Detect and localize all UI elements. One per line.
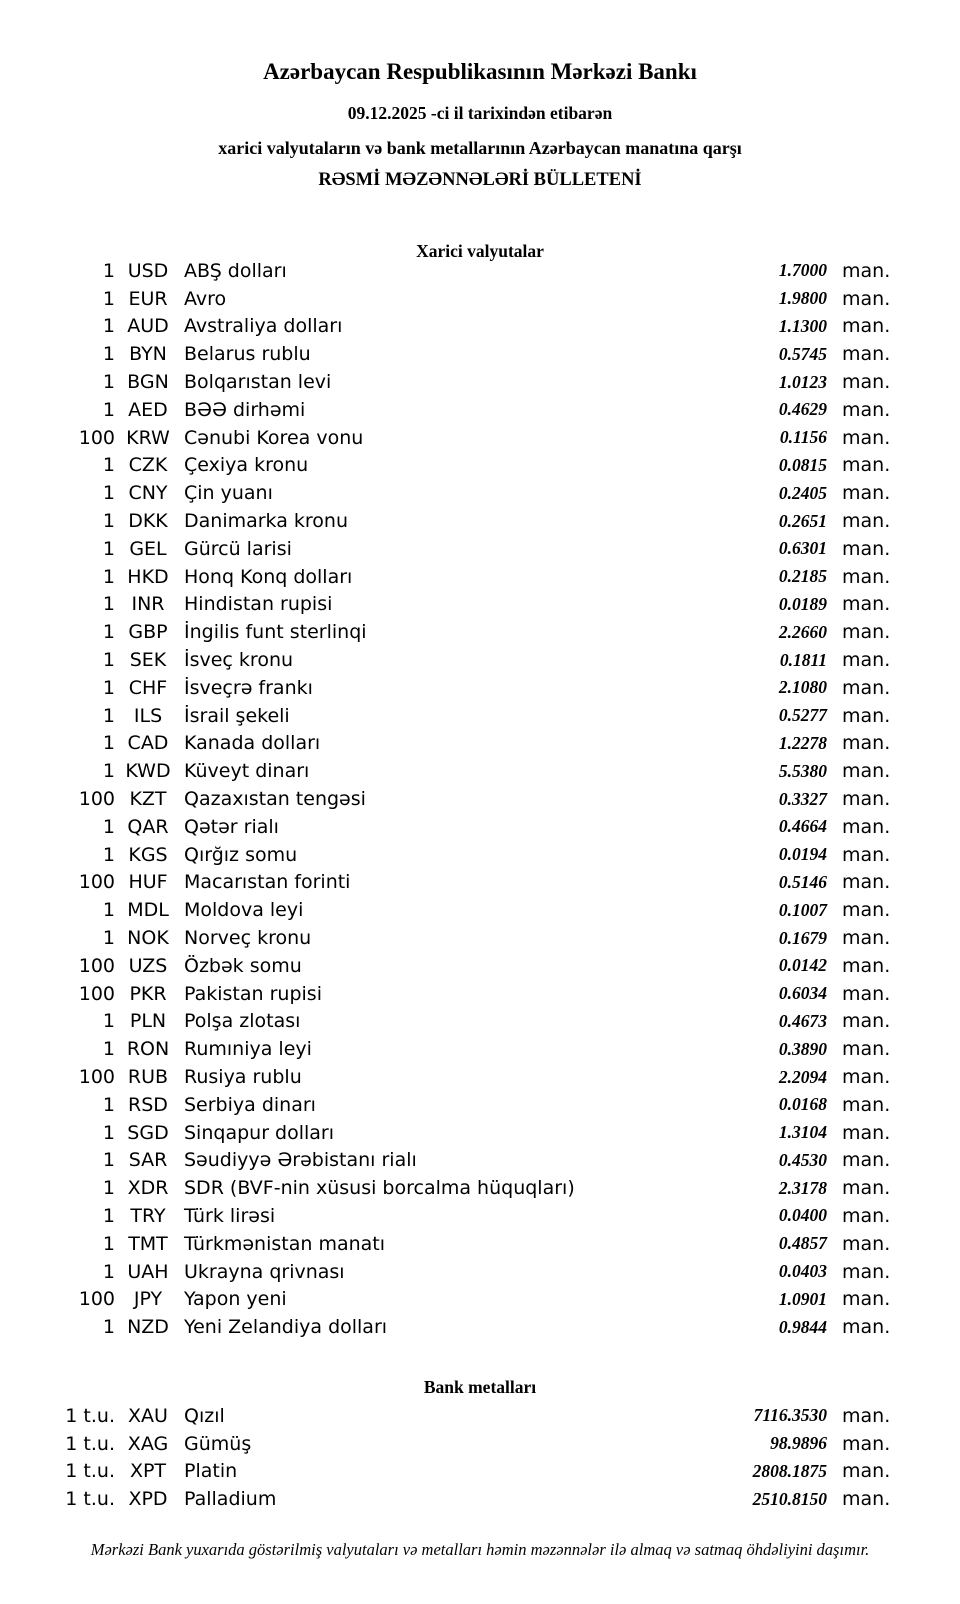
quantity: 100 [78,982,115,1005]
rate-value: 0.4664 [778,816,827,837]
currency-name: İsrail şekeli [184,704,290,727]
unit-label-man: man. [842,1066,891,1088]
rate-value: 0.0168 [778,1094,827,1115]
rate-value: 0.0403 [778,1261,827,1282]
currency-name: SDR (BVF-nin xüsusi borcalma hüquqları) [184,1177,575,1200]
unit-label-man: man. [842,1288,891,1311]
quantity: 1 [102,843,115,866]
unit-label-man: man. [842,1121,891,1144]
rate-row [0,1119,960,1147]
foreign-currency-rate-table [0,257,960,1341]
rate-row [0,841,960,869]
currency-code: XPT [129,1460,167,1483]
rate-row [0,674,960,702]
rate-value: 0.3327 [778,788,827,809]
foreign-currencies-heading: Xarici valyutalar [416,241,544,261]
currency-name: Ukrayna qrivnası [184,1260,345,1283]
rate-row [0,1458,960,1486]
bulletin-title: RƏSMİ MƏZƏNNƏLƏRİ BÜLLETENİ [318,170,642,190]
quantity: 1 [102,1038,115,1061]
rate-value: 0.0142 [778,955,827,976]
currency-code: CAD [127,732,169,755]
unit-label-man: man. [842,788,891,811]
rate-value: 2.3178 [778,1177,827,1198]
unit-label-man: man. [842,732,891,755]
quantity: 1 [102,398,115,421]
rate-row [0,1285,960,1313]
currency-code: JPY [133,1288,163,1311]
currency-name: Danimarka kronu [184,510,349,533]
currency-code: AUD [127,315,169,338]
quantity: 1 [102,1316,115,1339]
unit-label-man: man. [842,371,891,394]
rate-row [0,257,960,285]
rate-row [0,1230,960,1258]
quantity: 1 [102,1232,115,1255]
quantity: 1 [102,676,115,699]
currency-code: MDL [127,899,169,922]
rate-row [0,563,960,591]
rate-value: 0.6034 [778,983,827,1004]
rate-value: 0.0194 [778,844,827,865]
rate-value: 0.5745 [778,343,827,364]
currency-name: Küveyt dinarı [184,760,310,783]
quantity: 1 [102,927,115,950]
rate-row [0,618,960,646]
rate-row [0,507,960,535]
rate-row [0,952,960,980]
currency-name: İsveçrə frankı [184,676,313,699]
currency-code: KZT [129,788,167,811]
rate-value: 1.1300 [778,315,827,336]
quantity: 1 [102,343,115,366]
unit-label-man: man. [842,287,891,310]
rate-value: 0.4629 [778,399,827,420]
rate-value: 0.0400 [778,1205,827,1226]
currency-code: HUF [128,871,168,894]
currency-name: Belarus rublu [184,343,311,366]
currency-name: Qırğız somu [184,843,298,866]
currency-name: Gürcü larisi [184,537,292,560]
currency-name: Gümüş [184,1432,252,1455]
rate-row [0,1402,960,1430]
quantity: 1 [102,1010,115,1033]
rate-value: 2.2094 [778,1066,827,1087]
rate-row [0,340,960,368]
rate-row [0,1202,960,1230]
unit-label-man: man. [842,843,891,866]
rate-row [0,1008,960,1036]
quantity: 1 t.u. [65,1460,115,1483]
rate-row [0,1174,960,1202]
rate-value: 0.4673 [778,1010,827,1031]
rate-row [0,368,960,396]
rate-value: 0.1156 [779,427,827,448]
currency-code: BYN [129,343,167,366]
unit-label-man: man. [842,593,891,616]
unit-label-man: man. [842,760,891,783]
currency-name: Cənubi Korea vonu [184,426,364,449]
currency-name: Çexiya kronu [184,454,309,477]
rate-row [0,1035,960,1063]
currency-name: Rumıniya leyi [184,1038,312,1061]
quantity: 1 [102,593,115,616]
quantity: 1 [102,1149,115,1172]
rate-value: 0.1679 [778,927,827,948]
rate-row [0,591,960,619]
rate-row [0,285,960,313]
rate-row [0,424,960,452]
currency-code: CHF [128,676,168,699]
rate-value: 0.9844 [778,1316,827,1337]
currency-name: Rusiya rublu [184,1066,302,1088]
rate-value: 1.3104 [778,1122,827,1143]
unit-label-man: man. [842,1177,891,1200]
currency-name: Platin [184,1460,238,1483]
currency-code: UAH [127,1260,169,1283]
currency-name: BƏƏ dirhəmi [184,398,306,421]
currency-code: SGD [127,1121,169,1144]
quantity: 1 [102,537,115,560]
rate-value: 0.5146 [778,871,827,892]
rate-row [0,1258,960,1286]
rate-value: 1.7000 [778,260,827,281]
currency-name: Serbiya dinarı [184,1093,316,1116]
rate-value: 0.5277 [778,705,827,726]
rate-value: 0.1007 [778,899,827,920]
quantity: 1 [102,760,115,783]
currency-name: Polşa zlotası [184,1010,301,1033]
currency-name: Qızıl [184,1404,225,1427]
rate-row [0,702,960,730]
quantity: 100 [78,788,115,811]
rate-value: 2.1080 [778,677,827,698]
rate-value: 0.1811 [779,649,827,670]
quantity: 100 [78,871,115,894]
unit-label-man: man. [842,1149,891,1172]
unit-label-man: man. [842,565,891,588]
unit-label-man: man. [842,426,891,449]
currency-name: Özbək somu [184,954,302,977]
rate-row [0,869,960,897]
currency-name: Çin yuanı [184,482,273,505]
currency-code: HKD [127,565,169,588]
unit-label-man: man. [842,621,891,644]
currency-code: XAU [128,1404,168,1427]
currency-code: BGN [127,371,169,394]
rate-row [0,785,960,813]
unit-label-man: man. [842,510,891,533]
unit-label-man: man. [842,871,891,894]
rate-row [0,980,960,1008]
currency-code: PKR [129,982,167,1005]
quantity: 1 [102,454,115,477]
quantity: 1 [102,510,115,533]
rate-row [0,1147,960,1175]
currency-code: AED [128,398,168,421]
currency-code: SAR [128,1149,168,1172]
quantity: 1 t.u. [65,1432,115,1455]
currency-code: DKK [128,510,168,533]
currency-code: UZS [128,954,168,977]
quantity: 1 [102,732,115,755]
currency-name: Norveç kronu [184,927,312,950]
unit-label-man: man. [842,1232,891,1255]
rate-value: 0.3890 [778,1038,827,1059]
rate-value: 0.0815 [778,454,827,475]
quantity: 1 [102,315,115,338]
rate-value: 2510.8150 [752,1488,827,1509]
quantity: 1 [102,1204,115,1227]
currency-code: QAR [127,815,169,838]
quantity: 1 [102,1177,115,1200]
currency-name: İsveç kronu [184,649,294,672]
rate-value: 0.0189 [778,593,827,614]
quantity: 1 [102,1121,115,1144]
unit-label-man: man. [842,1460,891,1483]
unit-label-man: man. [842,899,891,922]
currency-code: RUB [127,1066,169,1088]
quantity: 1 [102,621,115,644]
currency-name: Qazaxıstan tengəsi [184,788,366,811]
rate-row [0,646,960,674]
currency-code: CZK [128,454,168,477]
currency-name: İngilis funt sterlinqi [184,621,367,644]
currency-name: Kanada dolları [184,732,321,755]
currency-code: KGS [128,843,168,866]
effective-date-line: 09.12.2025 -ci il tarixindən etibarən [347,103,613,123]
currency-code: KRW [126,426,170,449]
currency-code: INR [131,593,165,616]
quantity: 1 [102,704,115,727]
rate-value: 0.2185 [778,566,827,587]
rate-value: 1.2278 [778,732,827,753]
rate-value: 2.2660 [778,621,827,642]
rate-value: 2808.1875 [752,1460,827,1481]
currency-name: ABŞ dolları [184,259,287,282]
unit-label-man: man. [842,537,891,560]
quantity: 1 [102,815,115,838]
quantity: 1 [102,287,115,310]
bank-metals-heading: Bank metalları [423,1377,537,1397]
quantity: 1 t.u. [65,1488,115,1511]
rate-row [0,1485,960,1513]
currency-code: PLN [129,1010,167,1033]
unit-label-man: man. [842,1488,891,1511]
unit-label-man: man. [842,482,891,505]
currency-name: Yeni Zelandiya dolları [184,1316,388,1339]
rate-value: 0.4857 [778,1233,827,1254]
rate-value: 0.4530 [778,1149,827,1170]
quantity: 100 [78,1066,115,1088]
currency-code: KWD [125,760,171,783]
rate-value: 5.5380 [778,760,827,781]
rate-row [0,813,960,841]
rate-value: 0.2405 [778,482,827,503]
quantity: 1 [102,899,115,922]
disclaimer-text: Mərkəzi Bank yuxarıda göstərilmiş valyutaları və metalları həmin məzənnələr ilə almaq və satmaq öhdəliyini daşımır. [90,1540,870,1559]
rate-row [0,924,960,952]
quantity: 100 [78,1288,115,1311]
unit-label-man: man. [842,1010,891,1033]
unit-label-man: man. [842,343,891,366]
unit-label-man: man. [842,259,891,282]
rate-row [0,896,960,924]
currency-code: RON [126,1038,170,1061]
rate-row [0,313,960,341]
currency-code: NOK [127,927,169,950]
quantity: 1 [102,371,115,394]
unit-label-man: man. [842,398,891,421]
unit-label-man: man. [842,1432,891,1455]
currency-name: Türk lirəsi [184,1204,276,1227]
currency-code: CNY [128,482,168,505]
quantity: 100 [78,426,115,449]
rate-row [0,1313,960,1341]
rate-value: 1.0123 [778,371,827,392]
currency-code: SEK [129,649,167,672]
currency-code: XDR [127,1177,169,1200]
currency-name: Avro [184,287,227,310]
unit-label-man: man. [842,704,891,727]
currency-code: NZD [127,1316,169,1339]
currency-code: ILS [133,704,163,727]
quantity: 1 [102,565,115,588]
currency-name: Pakistan rupisi [184,982,322,1005]
rate-value: 98.9896 [770,1433,827,1454]
quantity: 1 [102,649,115,672]
rate-row [0,730,960,758]
quantity: 1 [102,1260,115,1283]
quantity: 1 [102,259,115,282]
currency-name: Bolqarıstan levi [184,371,332,394]
unit-label-man: man. [842,1204,891,1227]
unit-label-man: man. [842,1093,891,1116]
currency-code: GBP [128,621,168,644]
rate-row [0,479,960,507]
currency-name: Səudiyyə Ərəbistanı rialı [184,1149,417,1172]
bank-title: Azərbaycan Respublikasının Mərkəzi Bankı [263,59,697,84]
unit-label-man: man. [842,1260,891,1283]
currency-name: Sinqapur dolları [184,1121,335,1144]
unit-label-man: man. [842,676,891,699]
currency-name: Yapon yeni [184,1288,287,1311]
unit-label-man: man. [842,649,891,672]
currency-name: Palladium [184,1488,277,1511]
currency-name: Avstraliya dolları [184,315,343,338]
rate-row [0,535,960,563]
currency-code: XAG [127,1432,169,1455]
rate-value: 1.9800 [778,288,827,309]
currency-name: Qətər rialı [184,815,279,838]
rate-row [0,1091,960,1119]
currency-name: Macarıstan forinti [184,871,351,894]
rate-value: 0.6301 [778,538,827,559]
unit-label-man: man. [842,982,891,1005]
currency-code: USD [127,259,169,282]
currency-code: GEL [129,537,167,560]
rate-value: 0.2651 [778,510,827,531]
subject-line: xarici valyutaların və bank metallarının Azərbaycan manatına qarşı [218,138,742,158]
currency-code: EUR [128,287,168,310]
unit-label-man: man. [842,815,891,838]
unit-label-man: man. [842,1404,891,1427]
rate-row [0,452,960,480]
unit-label-man: man. [842,954,891,977]
bank-metals-rate-table [0,1402,960,1513]
unit-label-man: man. [842,1038,891,1061]
currency-name: Moldova leyi [184,899,304,922]
rate-value: 7116.3530 [753,1405,827,1426]
quantity: 1 [102,482,115,505]
currency-code: TRY [130,1204,166,1227]
rate-row [0,1430,960,1458]
currency-name: Türkmənistan manatı [184,1232,386,1255]
currency-code: TMT [128,1232,168,1255]
currency-code: RSD [128,1093,168,1116]
quantity: 1 [102,1093,115,1116]
unit-label-man: man. [842,454,891,477]
currency-code: XPD [128,1488,168,1511]
currency-name: Honq Konq dolları [184,565,353,588]
rate-row [0,757,960,785]
unit-label-man: man. [842,927,891,950]
rate-value: 1.0901 [778,1288,827,1309]
rate-row [0,1063,960,1091]
rate-row [0,396,960,424]
unit-label-man: man. [842,1316,891,1339]
unit-label-man: man. [842,315,891,338]
quantity: 100 [78,954,115,977]
quantity: 1 t.u. [65,1404,115,1427]
currency-name: Hindistan rupisi [184,593,333,616]
